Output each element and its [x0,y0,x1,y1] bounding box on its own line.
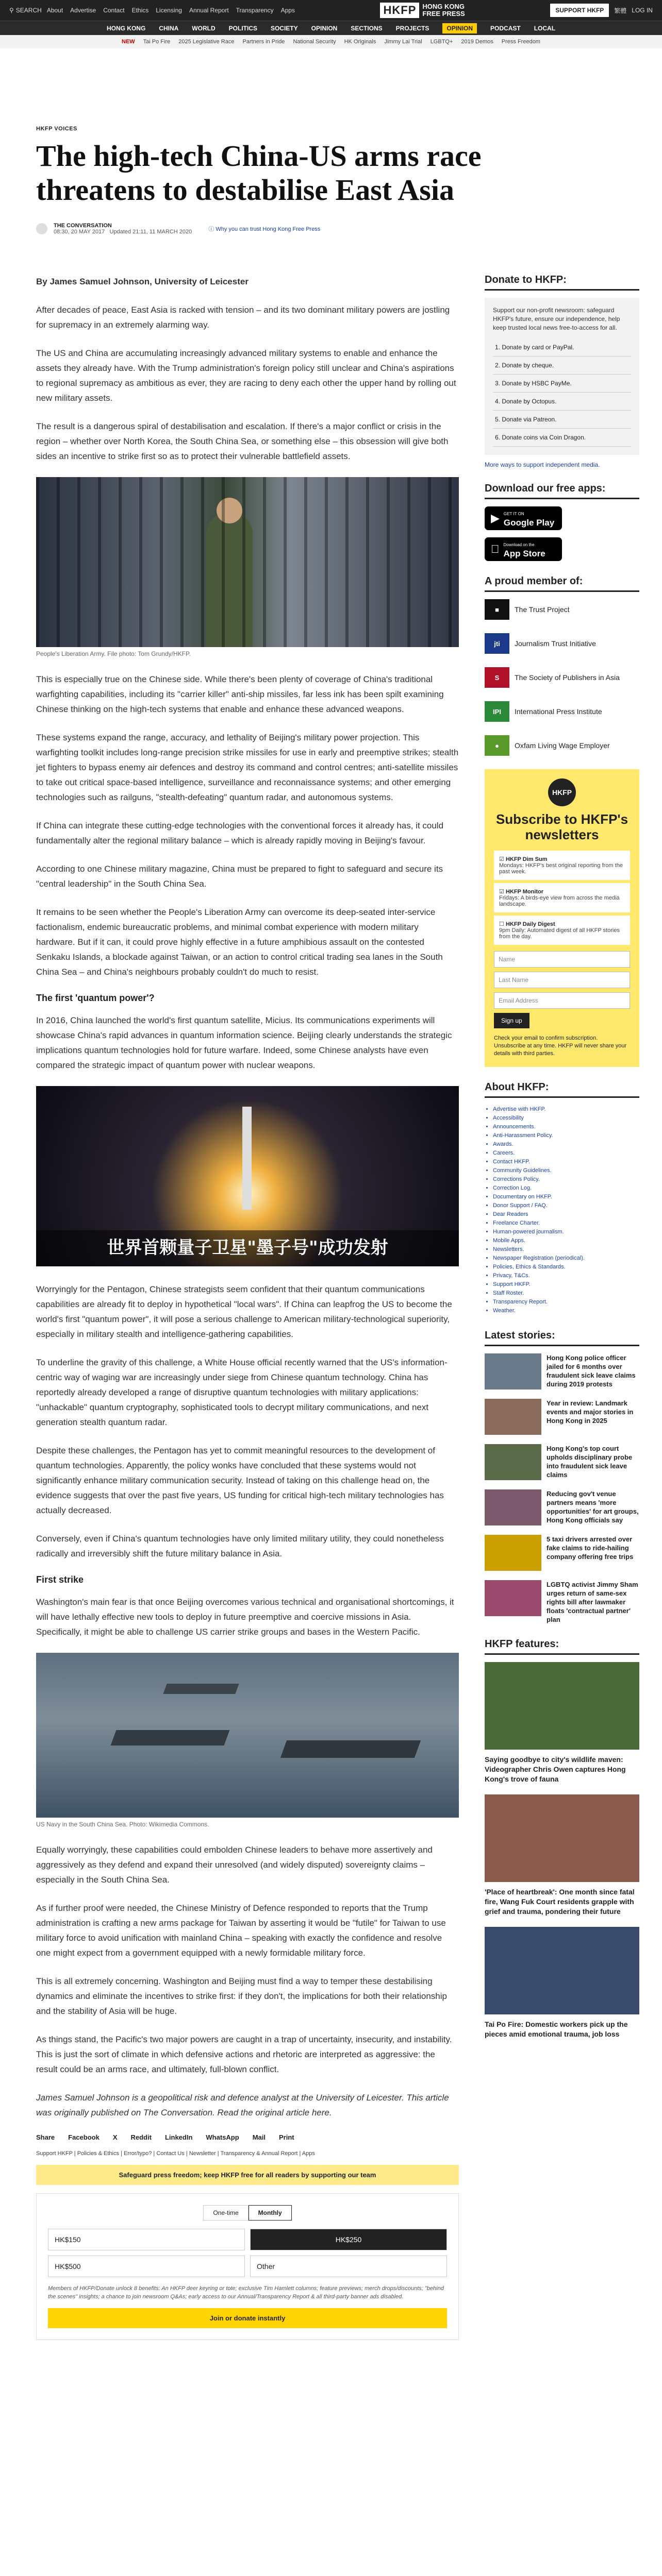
sopa-logo: S [485,667,509,688]
latest-story[interactable] [485,1580,639,1624]
top-link[interactable]: Annual Report [189,7,229,14]
story-thumbnail[interactable] [485,1489,541,1526]
site-logo[interactable] [380,3,465,18]
features-list [485,1662,639,2039]
story-thumbnail[interactable] [485,1444,541,1480]
donate-option[interactable]: 5. Donate via Patreon. [493,411,631,429]
oxfam-logo: ● [485,735,509,756]
updated-time: Updated 21:11, 11 MARCH 2020 [109,229,192,235]
store-big: Google Play [503,518,555,528]
about-link[interactable]: • Dear Readers [493,1210,639,1219]
login-link[interactable]: LOG IN [632,7,653,14]
article-footer-links[interactable]: Support HKFP | Policies & Ethics | Error/typo? | Contact Us | Newsletter | Transparency & Annual Report | Apps [36,2150,315,2157]
paragraph: If China can integrate these cutting-edge technologies with the conventional forces it already has, it could fundamentally alter the regional military balance – which is already rapidly moving in Beijing's favour. [36,821,444,845]
newsletter-logo: HKFP [548,778,576,806]
newsletter-box [485,769,639,1067]
top-link[interactable]: Apps [280,7,295,14]
about-link[interactable]: • Staff Roster. [493,1289,639,1298]
newsletter-name: HKFP Monitor [505,889,544,895]
paragraph: Equally worryingly, these capabilities could embolden Chinese leaders to behave more assertively and aggressively as they defend and expand their unresolved (and widely disputed) sovereignty claims – especially in the South China Sea. [36,1845,433,1885]
sidebar-heading: HKFP features: [485,1638,639,1655]
top-link[interactable]: Transparency [236,7,274,14]
donate-option[interactable]: 2. Donate by cheque. [493,357,631,375]
sidebar-heading: Latest stories: [485,1330,639,1346]
trending-item[interactable]: Jimmy Lai Trial [384,39,422,45]
feature-title[interactable]: Saying goodbye to city's wildlife maven: Videographer Chris Owen captures Hong Kong's trove of fauna [485,1755,626,1783]
about-link[interactable]: • Advertise with HKFP. [493,1105,639,1114]
search-icon[interactable]: ⚲ [9,7,14,14]
top-link[interactable]: About [46,7,63,14]
feature-title[interactable]: Tai Po Fire: Domestic workers pick up the pieces amid emotional trauma, job loss [485,2020,628,2038]
article-byline[interactable]: By James Samuel Johnson, University of Leicester [36,277,249,286]
newsletter-desc: Fridays: A birds-eye view from across the media landscape. [499,895,620,907]
share-facebook-button[interactable]: Facebook [68,2133,100,2141]
story-title[interactable]: Hong Kong's top court upholds disciplinary probe into fraudulent sick leave claims [547,1445,633,1479]
store-big: App Store [495,549,537,558]
amount-option[interactable]: HK$500 [48,2256,245,2277]
share-label: Share [36,2133,55,2141]
member-name: The Society of Publishers in Asia [515,673,620,682]
story-thumbnail[interactable] [485,1399,541,1435]
member-benefits: Members of HKFP/Donate unlock 8 benefits: An HKFP deer keyring or tote; exclusive Tim Hamlett columns; feature previews; merch drops/discounts; "behind the scenes" insights; a chance to join newsroom Q&As; early access to our Annual/Transparency Report & all third-party banner ads disabled. [48,2285,444,2300]
sidebar-heading: Download our free apps: [485,483,639,499]
logo-line: HONG KONG [422,3,465,10]
article-body [36,274,459,2340]
story-thumbnail[interactable] [485,1353,541,1389]
new-badge: NEW [122,39,135,45]
article-photo-navy [36,1653,459,1818]
paragraph: According to one Chinese military magazine, China must be prepared to fight to safeguard and secure its "central leadership" in the South China Sea. [36,864,443,889]
paragraph: Conversely, even if China's quantum technologies have only limited military utility, they could nonetheless radically and irreversibly shift the future military balance in Asia. [36,1534,444,1558]
newsletter-title: Subscribe to HKFP's newsletters [495,811,628,842]
google-play-button[interactable] [485,506,562,530]
nav-item[interactable]: SECTIONS [351,24,383,32]
nav-item[interactable]: HONG KONG [106,24,146,32]
about-link[interactable]: • Correction Log. [493,1184,639,1193]
top-link[interactable]: Ethics [131,7,149,14]
last-name-field[interactable]: Last Name [494,972,630,988]
byline-row [36,223,490,235]
section-heading: The first 'quantum power'? [36,993,155,1003]
member-org[interactable] [485,599,639,620]
member-org[interactable] [485,735,639,756]
trending-item[interactable]: National Security [293,39,336,45]
about-link[interactable]: • Anti-Harassment Policy. [493,1131,639,1140]
amount-option[interactable]: HK$150 [48,2229,245,2250]
share-reddit-button[interactable]: Reddit [130,2133,152,2141]
about-link[interactable]: • Newsletters. [493,1245,639,1254]
latest-story[interactable] [485,1444,639,1480]
paragraph: As things stand, the Pacific's two major powers are caught in a trap of uncertainty, insecurity, and instability. This is just the sort of climate in which defensive actions and rhetoric are interpreted as aggressive: the result could be an arms race, and ultimately, full-blown conflict. [36,2035,452,2074]
member-name: The Trust Project [515,605,570,614]
nav-item[interactable]: WORLD [192,24,216,32]
story-title[interactable]: Year in review: Landmark events and major stories in Hong Kong in 2025 [547,1399,634,1425]
about-link[interactable]: • Freelance Charter. [493,1219,639,1228]
nav-item[interactable]: CHINA [159,24,179,32]
amount-option-selected[interactable]: HK$250 [250,2229,447,2250]
amount-option[interactable]: Other [250,2256,447,2277]
nav-item[interactable]: LOCAL [534,24,556,32]
about-link[interactable]: • Community Guidelines. [493,1166,639,1175]
paragraph: It remains to be seen whether the People's Liberation Army can overcome its deep-seated inter-service factionalism, endemic bureaucratic problems, and minimal combat experience with modern military hardware. But if it can, it could prove highly effective in a future amphibious assault on the contested Senkaku Islands, a blockade against Taiwan, or an action to control critical trading sea lanes in the South China Sea – and China's neighbours probably couldn't do much to resist. [36,907,443,977]
feature-image[interactable] [485,1794,639,1882]
logo-mark: HKFP [380,3,419,18]
author-bio: James Samuel Johnson is a geopolitical risk and defence analyst at the University of Leicester. This article was originally published on The Conversation. Read the original article here. [36,2093,449,2117]
story-thumbnail[interactable] [485,1535,541,1571]
newsletter-note: Check your email to confirm subscription. Unsubscribe at any time. HKFP will never share your details with third parties. [494,1035,627,1057]
article-title: The high-tech China-US arms race threatens to destabilise East Asia [36,139,482,207]
newsletter-desc: Mondays: HKFP's best original reporting from the past week. [499,862,623,875]
checkbox-icon[interactable]: ☑ [499,889,504,895]
photo-caption: US Navy in the South China Sea. Photo: Wikimedia Commons. [36,1821,209,1828]
store-small: GET IT ON [503,512,524,516]
trending-item[interactable]: 2025 Legislative Race [178,39,235,45]
nav-item[interactable]: PODCAST [490,24,521,32]
story-thumbnail[interactable] [485,1580,541,1616]
donate-banner[interactable]: Safeguard press freedom; keep HKFP free for all readers by supporting our team [36,2165,459,2185]
about-link[interactable]: • Corrections Policy. [493,1175,639,1184]
more-ways-link[interactable]: More ways to support independent media. [485,461,600,468]
top-link[interactable]: Contact [103,7,125,14]
frequency-toggle [48,2205,447,2221]
share-linkedin-button[interactable]: LinkedIn [164,2133,193,2141]
member-org[interactable] [485,667,639,688]
member-name: International Press Institute [515,707,602,716]
nav-item[interactable]: PROJECTS [395,24,429,32]
name-field[interactable]: Name [494,951,630,968]
trust-link[interactable] [208,225,320,233]
share-mail-button[interactable]: Mail [252,2133,266,2141]
paragraph: After decades of peace, East Asia is racked with tension – and its two dominant military powers are jostling for supremacy in an extremely alarming way. [36,305,450,330]
app-store-button[interactable] [485,537,562,561]
trending-item[interactable]: HK Originals [344,39,376,45]
photo-caption: People's Liberation Army. File photo: Tom Grundy/HKFP. [36,650,191,657]
paragraph: In 2016, China launched the world's first quantum satellite, Micius. Its communications experiments will showcase China's rapid advances in quantum information science. Beijing clearly understands the strategic implications quantum technologies hold for future warfare. Indeed, some Chinese analysts have even compared the strategic impact of quantum power with nuclear weapons. [36,1015,452,1070]
member-name: Journalism Trust Initiative [515,639,596,648]
paragraph: The US and China are accumulating increasingly advanced military systems to enable and enhance the assets they already have. With the Trump administration's foreign policy still unclear and China's aspirations to regional supremacy as ambitious as ever, they are racing to deny each other the upper hand by rolling out new military assets. [36,348,456,403]
donate-option[interactable]: 3. Donate by HSBC PayMe. [493,375,631,393]
donate-option[interactable]: 6. Donate coins via Coin Dragon. [493,429,631,447]
sidebar-heading: Donate to HKFP: [485,274,639,291]
publish-time: 08:30, 20 MAY 2017 [54,229,105,235]
trust-project-logo: ■ [485,599,509,620]
amount-grid [48,2229,447,2277]
about-link[interactable]: • Newspaper Registration (periodical). [493,1254,639,1263]
checkbox-icon[interactable]: ☑ [499,856,504,862]
newsletter-name: HKFP Daily Digest [505,921,555,927]
logo-line: FREE PRESS [422,10,465,18]
latest-story[interactable] [485,1535,639,1571]
nav-item[interactable]: OPINION [442,23,477,33]
content-columns [36,274,662,2340]
about-link[interactable]: • Transparency Report. [493,1298,639,1307]
source-name[interactable]: THE CONVERSATION [54,223,112,229]
newsletter-desc: 9pm Daily: Automated digest of all HKFP stories from the day. [499,927,620,940]
paragraph: Washington's main fear is that once Beijing overcomes various technical and organisational shortcomings, it will have lethally effective new tools to deploy in future preemptive and coercive missions in Asia. Specifically, it might be able to challenge US carrier strike groups and bases in the Western Pacific. [36,1597,454,1637]
about-link[interactable]: • Human-powered journalism. [493,1228,639,1236]
trust-link-label: Why you can trust Hong Kong Free Press [216,226,321,232]
trending-item[interactable]: 2019 Demos [461,39,493,45]
ad-space [0,48,662,126]
email-field[interactable]: Email Address [494,992,630,1009]
video-overlay-text: 世界首颗量子卫星"墨子号"成功发射 [107,1238,388,1258]
donate-intro[interactable]: Support our non-profit newsroom: safeguard HKFP's future, ensure our independence, help keep trusted local news free-to-access for all. [493,307,620,331]
print-button[interactable]: Print [278,2133,294,2141]
sidebar-heading: About HKFP: [485,1081,639,1098]
search-label[interactable]: SEARCH [15,7,42,14]
top-link[interactable]: Licensing [156,7,182,14]
about-link[interactable]: • Donor Support / FAQ. [493,1201,639,1210]
section-heading: First strike [36,1574,84,1585]
about-link[interactable]: • Awards. [493,1140,639,1149]
top-link[interactable]: Advertise [70,7,96,14]
member-org[interactable] [485,701,639,722]
jti-logo: jti [485,633,509,654]
trending-item[interactable]: LGBTQ+ [430,39,453,45]
join-button[interactable]: Join or donate instantly [48,2308,447,2328]
donate-widget [36,2193,459,2340]
story-title[interactable]: 5 taxi drivers arrested over fake claims to ride-hailing company offering free trips [547,1535,634,1561]
trending-bar [0,35,662,48]
about-link[interactable]: • Weather. [493,1307,639,1315]
sign-up-button[interactable]: Sign up [494,1013,529,1028]
sidebar [485,274,639,2340]
monthly-tab[interactable]: Monthly [249,2205,292,2221]
about-link[interactable]: • Privacy, T&Cs. [493,1272,639,1280]
paragraph: This is especially true on the Chinese side. While there's been plenty of coverage of China's traditional warfighting capabilities, including its "carrier killer" anti-ship missiles, far less ink has been spilt examining Chinese thinking on the high-tech systems that enable and enhance these advanced weapons. [36,674,444,714]
story-title[interactable]: Reducing gov't venue partners means 'more opportunities' for art groups, Hong Kong officials say [547,1490,639,1524]
newsletter-option[interactable] [494,851,630,880]
story-title[interactable]: Hong Kong police officer jailed for 6 months over fraudulent sick leave claims during 2019 protests [547,1354,636,1388]
share-bar [36,2133,459,2141]
paragraph: These systems expand the range, accuracy, and lethality of Beijing's military power projection. This warfighting toolkit includes long-range precision strike missiles for use in early and preemptive strikes; stealth jet fighters to bypass enemy air defences and destroy its command and control centres; anti-satellite missiles to take out critical space-based intelligence, surveillance and reconnaissance systems; and other emerging technologies such as railguns, "stealth-defeating" quantum radar, and autonomous systems. [36,733,459,802]
about-link[interactable]: • Mobile Apps. [493,1236,639,1245]
story-title[interactable]: LGBTQ activist Jimmy Sham urges return of same-sex rights bill after lawmaker floats 'contractual partner' plan [547,1581,638,1623]
one-time-tab[interactable]: One-time [203,2205,248,2221]
article-header [36,126,490,235]
share-x-button[interactable]: X [112,2133,118,2141]
support-button[interactable]: SUPPORT HKFP [550,4,609,17]
feature-image[interactable] [485,1662,639,1750]
paragraph: As if further proof were needed, the Chinese Ministry of Defence responded to reports that the Trump administration is crafting a new arms package for Taiwan by asserting it would be "futile" for Taiwan to use military force to avoid unification with mainland China – speaking with exactly the confidence and resolve one might expect from a government equipped with a newly formidable military force. [36,1903,446,1958]
ipi-logo: IPI [485,701,509,722]
source-logo [36,223,47,234]
article-photo-rocket [36,1086,459,1266]
about-link[interactable]: • Announcements. [493,1123,639,1131]
language-link[interactable]: 繁體 [614,7,627,14]
top-bar [0,0,662,21]
paragraph: Worryingly for the Pentagon, Chinese strategists seem confident that their quantum communications capabilities are already fit to deploy in hypothetical "local wars". If China can leapfrog the US to become the world's first "quantum power", it will pose a serious challenge to American military-technological superiority, especially in military stealth and intelligence-gathering capabilities. [36,1284,452,1339]
latest-story[interactable] [485,1489,639,1526]
top-links [47,7,295,14]
newsletter-name: HKFP Dim Sum [505,856,548,862]
nav-item[interactable]: SOCIETY [270,24,298,32]
top-right [550,4,653,17]
about-link[interactable]: • Documentary on HKFP. [493,1193,639,1201]
trending-item[interactable]: Tai Po Fire [143,39,171,45]
trending-item[interactable]: Press Freedom [501,39,540,45]
newsletter-option[interactable] [494,916,630,945]
about-link[interactable]: • Policies, Ethics & Standards. [493,1263,639,1272]
article-photo-soldier [36,477,459,647]
donate-option[interactable]: 4. Donate by Octopus. [493,393,631,411]
sidebar-heading: A proud member of: [485,575,639,592]
about-list [485,1105,639,1315]
paragraph: The result is a dangerous spiral of destabilisation and escalation. If there's a major conflict or crisis in the region – whether over North Korea, the South China Sea, or something else – this obsession will give both sides an incentive to strike first so as to protect their vulnerable battlefield assets. [36,421,449,461]
latest-story[interactable] [485,1353,639,1389]
main-nav [0,21,662,35]
paragraph: Despite these challenges, the Pentagon has yet to commit meaningful resources to the development of quantum technologies. Apparently, the policy wonks have concluded that these systems would not significantly enhance military communication security. Instead of taking on this challenge head on, the evidence suggests that over the past five years, US funding for critical high-tech military technologies has actually decreased. [36,1446,444,1515]
nav-item[interactable]: OPINION [311,24,338,32]
member-name: Oxfam Living Wage Employer [515,741,610,750]
paragraph: This is all extremely concerning. Washington and Beijing must find a way to temper these destabilising dynamics and eliminate the incentives to strike first: if they don't, the implications for both their relationship and the stability of Asia will be huge. [36,1976,447,2016]
share-whatsapp-button[interactable]: WhatsApp [206,2133,239,2141]
latest-story[interactable] [485,1399,639,1435]
member-org[interactable] [485,633,639,654]
about-link[interactable]: • Careers. [493,1149,639,1158]
paragraph: To underline the gravity of this challenge, a White House official recently warned that the US's information-centric way of waging war are increasingly under siege from Chinese quantum technology. China has reportedly already developed a range of disruptive quantum technologies with military applications: "unhackable" quantum cryptography, sophisticated tools to decrypt military communications, and next generation stealth quantum radar. [36,1358,448,1427]
article-kicker[interactable]: HKFP VOICES [36,126,77,132]
feature-title[interactable]: 'Place of heartbreak': One month since fatal fire, Wang Fuk Court residents grapple with grief and trauma, pondering their future [485,1888,635,1916]
play-icon: ▶ [491,512,500,524]
latest-list [485,1353,639,1624]
apple-icon [491,543,500,556]
about-link[interactable]: • Accessibility [493,1114,639,1123]
trending-item[interactable]: Partners in Pride [242,39,285,45]
about-link[interactable]: • Support HKFP. [493,1280,639,1289]
donate-option[interactable]: 1. Donate by card or PayPal. [493,338,631,357]
checkbox-icon[interactable]: ☐ [499,921,504,927]
nav-item[interactable]: POLITICS [228,24,257,32]
store-small: Download on the [495,543,526,547]
feature-image[interactable] [485,1927,639,2014]
donate-options [485,298,639,455]
about-link[interactable]: • Contact HKFP. [493,1158,639,1166]
newsletter-option[interactable] [494,883,630,912]
info-icon: ⓘ [208,226,214,232]
logo-wordmark [422,3,465,18]
